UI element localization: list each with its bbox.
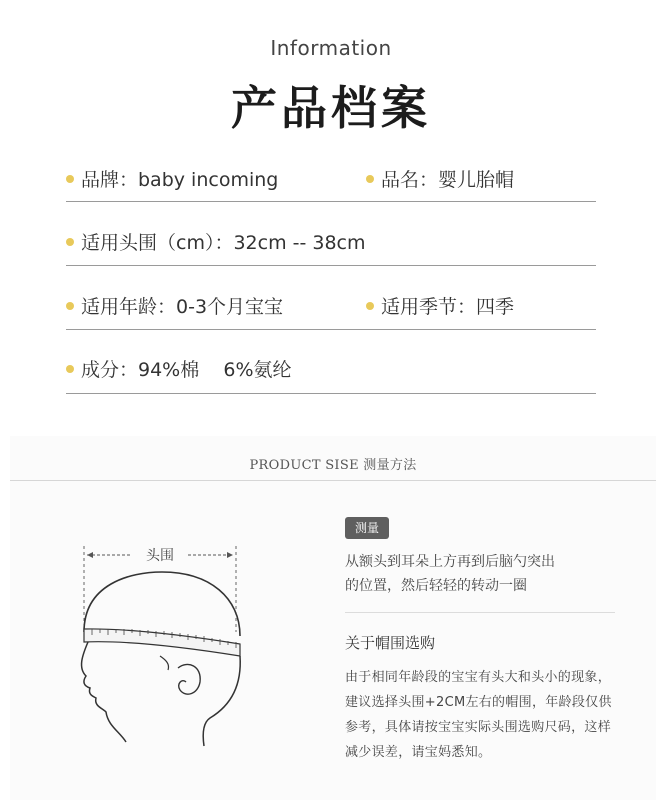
season-text: 适用季节：四季 [381,296,515,318]
bullet-dot-icon [66,175,74,183]
arrow-right-icon [227,552,233,558]
brand-field [66,168,278,192]
measure-section-title: PRODUCT SISE 测量方法 [249,458,417,473]
size-advice-line: 建议选择头围+2CM左右的帽围，年龄段仅供 [345,695,612,710]
row-divider [66,393,596,394]
ear-icon [178,664,200,694]
arrow-left-icon [87,552,93,558]
size-advice-line: 减少误差，请宝妈悉知。 [345,745,492,760]
bullet-dot-icon [66,302,74,310]
age-text: 适用年龄：0-3个月宝宝 [81,296,284,318]
section-divider [10,480,656,481]
size-advice-heading: 关于帽围选购 [345,634,436,652]
bullet-dot-icon [366,302,374,310]
section-divider [345,612,615,613]
measure-badge: 测量 [345,517,389,539]
head-size-text: 适用头围（cm）：32cm -- 38cm [81,232,366,254]
page-title: 产品档案 [231,81,431,135]
baby-face-profile [82,642,126,742]
info-subtitle: Information [270,36,392,60]
ruler-band [84,629,240,656]
size-advice-line: 参考，具体请按宝宝实际头围选购尺码，这样 [345,720,612,735]
bullet-dot-icon [66,238,74,246]
age-field [66,295,283,319]
cap-outline [84,572,240,636]
material-field [66,358,292,382]
product-name-field [366,168,514,192]
row-divider [66,201,596,202]
row-divider [66,265,596,266]
measure-section [10,436,656,800]
baby-head-diagram [70,536,260,756]
season-field [366,295,514,319]
head-circumference-label: 头围 [146,548,174,564]
hair-line [160,656,169,670]
head-size-field [66,231,366,255]
brand-text: 品牌：baby incoming [81,169,279,191]
measure-instruction-line: 从额头到耳朵上方再到后脑勺突出 [345,554,555,570]
row-divider [66,329,596,330]
baby-neck-outline [203,656,240,746]
size-advice-line: 由于相同年龄段的宝宝有头大和头小的现象， [345,670,612,685]
measure-instruction-line: 的位置，然后轻轻的转动一圈 [345,578,527,594]
bullet-dot-icon [66,365,74,373]
bullet-dot-icon [366,175,374,183]
material-text: 成分：94%棉 6%氨纶 [81,359,292,381]
product-name-text: 品名：婴儿胎帽 [381,169,515,191]
